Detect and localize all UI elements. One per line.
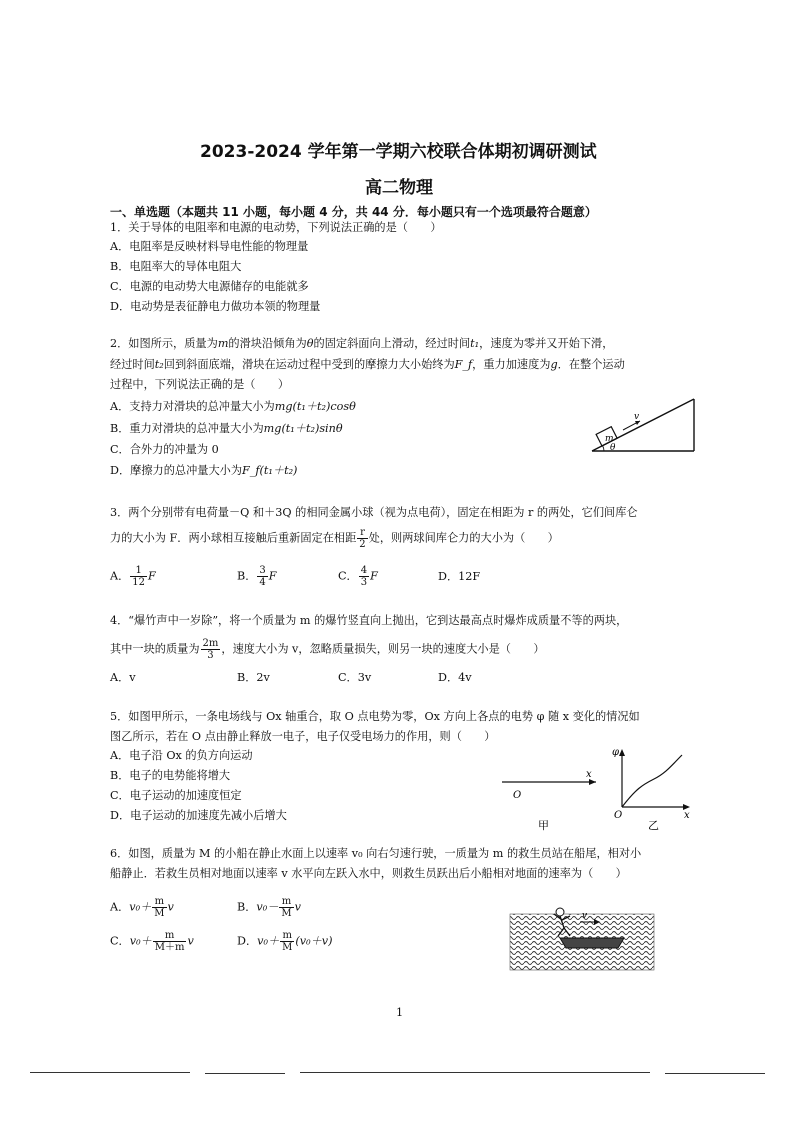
q5-option-a: A．电子沿 Ox 的负方向运动	[110, 749, 253, 762]
q1-option-c: C．电源的电动势大电源储存的电能就多	[110, 280, 309, 293]
q5-option-c: C．电子运动的加速度恒定	[110, 789, 242, 802]
q2-line-3: 过程中，下列说法正确的是（ ）	[110, 378, 290, 391]
q1-option-b: B．电阻率大的导体电阻大	[110, 260, 242, 273]
q4-line-2: 其中一块的质量为 $\frac{2m}{3}$ ，速度大小为 v，忽略质量损失，则另一块的速度大小是（ ）	[110, 638, 545, 661]
q5-line-1: 5．如图甲所示，一条电场线与 Ox 轴重合，取 O 点电势为零，Ox 方向上各点的电势 φ 随 x 变化的情况如	[110, 710, 640, 723]
q2-option-a: A．支持力对滑块的总冲量大小为mg(t₁＋t₂)cosθ	[110, 400, 356, 413]
fig-velocity-label: v	[634, 412, 640, 422]
boat-figure	[508, 900, 658, 972]
page-number: 1	[396, 1006, 404, 1019]
footer-rule-right	[665, 1073, 765, 1074]
q6-line-1: 6．如图，质量为 M 的小船在静止水面上以速率 v₀ 向右匀速行驶，一质量为 m 的救生员站在船尾，相对小	[110, 847, 642, 860]
q5-option-b: B．电子的电势能将增大	[110, 769, 231, 782]
fig-mass-label: m	[605, 434, 614, 444]
lifeguard-head	[556, 908, 564, 916]
field-line-figure	[500, 770, 605, 832]
q5-line-2: 图乙所示，若在 O 点由静止释放一电子，电子仅受电场力的作用，则（ ）	[110, 730, 496, 743]
q3-option-a: A． $\frac{1}{12}$ F	[110, 565, 156, 588]
q4-option-b: B．2v	[237, 671, 270, 684]
potential-curve	[622, 755, 682, 807]
potential-graph-figure	[610, 745, 694, 830]
fig-phi-label: φ	[612, 747, 620, 758]
incline-figure	[590, 393, 700, 458]
q5-option-d: D．电子运动的加速度先减小后增大	[110, 809, 287, 822]
q2-option-d: D．摩擦力的总冲量大小为F_f(t₁＋t₂)	[110, 464, 298, 477]
q3-fraction: $\frac{r}{2}$	[359, 527, 366, 550]
q3-option-c: C． $\frac{4}{3}$ F	[338, 565, 378, 588]
q3-option-b: B． $\frac{3}{4}$ F	[237, 565, 277, 588]
q2-option-b: B．重力对滑块的总冲量大小为mg(t₁＋t₂)sinθ	[110, 422, 343, 435]
q4-option-a: A．v	[110, 671, 136, 684]
fig-x-label-2: x	[684, 810, 690, 821]
fig-caption-jia: 甲	[538, 819, 549, 832]
q1-option-a: A．电阻率是反映材料导电性能的物理量	[110, 240, 309, 253]
q2-line-2: 经过时间t₂回到斜面底端，滑块在运动过程中受到的摩擦力大小始终为F_f，重力加速度为g．在整个运动	[110, 358, 625, 371]
subject-title: 高二物理	[365, 178, 433, 198]
q6-option-a: A．v₀＋ $\frac{m}{M}$ v	[110, 896, 174, 919]
q6-option-d: D．v₀＋ $\frac{m}{M}$ (v₀＋v)	[237, 930, 333, 953]
boat-hull	[560, 938, 624, 948]
q4-option-c: C．3v	[338, 671, 372, 684]
fig-x-label: x	[586, 770, 592, 780]
footer-rule-left	[30, 1072, 190, 1073]
footer-rule-mid-left	[205, 1073, 285, 1074]
q3-option-d: D．12F	[438, 570, 481, 583]
q4-option-d: D．4v	[438, 671, 472, 684]
fig-caption-yi: 乙	[648, 819, 659, 830]
q1-stem: 1．关于导体的电阻率和电源的电动势，下列说法正确的是（ ）	[110, 221, 442, 234]
q3-line-1: 3．两个分别带有电荷量－Q 和＋3Q 的相同金属小球（视为点电荷），固定在相距为 r 的两处，它们间库仑	[110, 506, 638, 519]
q4-fraction: $\frac{2m}{3}$	[202, 638, 219, 661]
q1-option-d: D．电动势是表征静电力做功本领的物理量	[110, 300, 321, 313]
fig-origin-label-2: O	[614, 810, 623, 821]
q6-line-2: 船静止．若救生员相对地面以速率 v 水平向左跃入水中，则救生员跃出后小船相对地面的速率为（ ）	[110, 867, 627, 880]
q2-line-1: 2．如图所示，质量为m的滑块沿倾角为θ的固定斜面向上滑动，经过时间t₁，速度为零并又开始下滑，	[110, 337, 614, 350]
q3-line-2: 力的大小为 F．两小球相互接触后重新固定在相距 $\frac{r}{2}$ 处，则两球间库仑力的大小为（ ）	[110, 527, 559, 550]
angle-arc	[603, 446, 605, 452]
q2-option-c: C．合外力的冲量为 0	[110, 443, 219, 456]
fig-velocity-label-6: v	[582, 911, 588, 921]
q6-option-c: C．v₀＋ $\frac{m}{M+m}$ v	[110, 930, 194, 953]
section-heading: 一、单选题（本题共 11 小题，每小题 4 分，共 44 分．每小题只有一个选项最符合题意）	[110, 205, 597, 219]
fig-origin-label: O	[513, 790, 522, 801]
q6-option-b: B．v₀－ $\frac{m}{M}$ v	[237, 896, 301, 919]
exam-title: 2023-2024 学年第一学期六校联合体期初调研测试	[200, 142, 597, 162]
q4-line-1: 4．“爆竹声中一岁除”，将一个质量为 m 的爆竹竖直向上抛出，它到达最高点时爆炸成质量不等的两块，	[110, 614, 628, 627]
fig-angle-label: θ	[610, 443, 616, 453]
footer-rule-mid	[300, 1072, 650, 1073]
